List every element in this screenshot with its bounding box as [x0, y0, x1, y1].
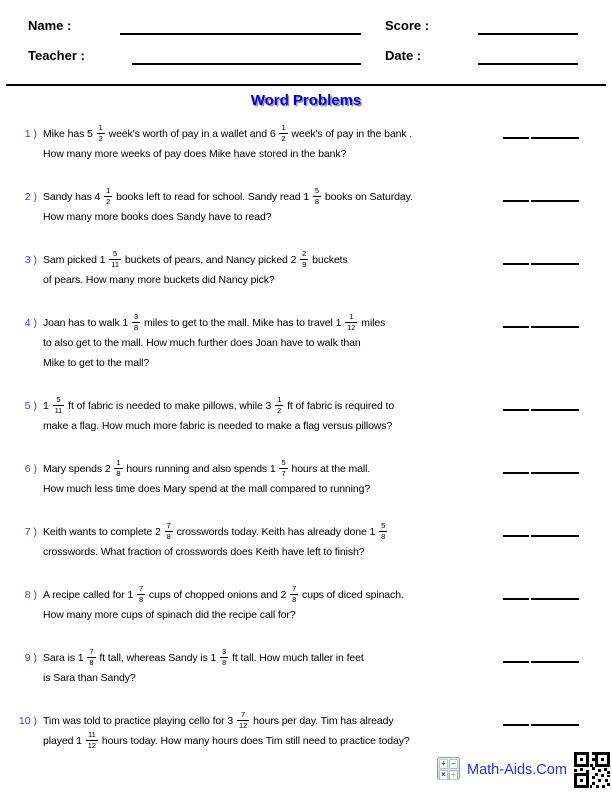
answer-line: [503, 724, 579, 726]
answer-line-segment: [531, 200, 579, 202]
fraction-denominator: 12: [87, 741, 97, 750]
fraction-numerator: 2: [302, 249, 307, 258]
fraction-denominator: 2: [98, 134, 103, 143]
answer-line-segment: [503, 200, 529, 202]
minus-icon: −: [449, 759, 458, 769]
fraction-denominator: 7: [281, 469, 286, 478]
problem-text-line: Sandy has 4 $\frac{1}{2}$ books left to read for school. Sandy read 1 $\frac{5}{8}$ books on Saturday.: [43, 186, 413, 206]
problem-text-line: of pears. How many more buckets did Nancy pick?: [43, 274, 275, 286]
fraction-numerator: 7: [138, 584, 144, 593]
answer-line-segment: [531, 661, 579, 663]
problem-number: 2 ): [24, 191, 37, 203]
problem-text-line: Mike to get to the mall?: [43, 357, 150, 369]
problem-text-line: 1 $\frac{5}{11}$ ft of fabric is needed to make pillows, while 3 $\frac{1}{2}$ ft of fabric is required to: [43, 395, 395, 415]
problem-number: 8 ): [24, 589, 37, 601]
answer-line-segment: [503, 535, 529, 537]
problem-text: [43, 459, 488, 499]
problem-row: [13, 187, 612, 227]
answer-line-segment: [531, 409, 579, 411]
fraction: [220, 648, 228, 667]
problem-row: [13, 250, 612, 290]
fraction: [290, 585, 298, 604]
problem-text: [43, 711, 488, 751]
times-icon: ×: [439, 770, 448, 780]
problem-number: 9 ): [24, 652, 37, 664]
fraction-denominator: 11: [54, 406, 63, 415]
fraction: [109, 250, 121, 269]
problem-row: [13, 711, 612, 751]
problem-number: 5 ): [24, 400, 37, 412]
problem-text: [43, 313, 488, 373]
teacher-fill-in-line: [132, 63, 361, 65]
header-divider: [6, 84, 606, 86]
problem-number: 4 ): [24, 317, 37, 329]
problem-text-line: How many more cups of spinach did the recipe call for?: [43, 609, 296, 621]
answer-line-segment: [503, 409, 529, 411]
problem-text-line: Mary spends 2 $\frac{1}{8}$ hours running and also spends 1 $\frac{5}{7}$ hours at the mall.: [43, 458, 371, 478]
answer-line-segment: [503, 326, 529, 328]
problem-text-line: played 1 $\frac{11}{12}$ hours today. How many hours does Tim still need to practice today?: [43, 730, 410, 750]
name-label: Name :: [28, 18, 72, 33]
fraction: [132, 313, 140, 332]
problem-number: 6 ): [24, 463, 37, 475]
date-fill-in-line: [478, 63, 578, 65]
fraction-numerator: 5: [314, 186, 320, 195]
fraction-denominator: 2: [281, 134, 286, 143]
problem-text-line: How much less time does Mary spend at the mall compared to running?: [43, 483, 371, 495]
problem-text-line: Joan has to walk 1 $\frac{3}{8}$ miles to get to the mall. Mike has to travel 1 $\frac{1}{12}$ miles: [43, 312, 386, 332]
brand-name: Math-Aids.Com: [467, 762, 567, 778]
fraction-numerator: 7: [89, 647, 94, 656]
problem-row: [13, 396, 612, 436]
fraction-numerator: 7: [166, 521, 171, 530]
fraction: [300, 250, 308, 269]
problem-text-line: to also get to the mall. How much further does Joan have to walk than: [43, 337, 361, 349]
problem-row: [13, 313, 612, 373]
answer-line-segment: [503, 661, 529, 663]
answer-line: [503, 409, 579, 411]
problem-text: [43, 522, 488, 562]
qr-code-icon: [574, 752, 610, 788]
fraction-numerator: 5: [381, 521, 386, 530]
answer-line-segment: [531, 263, 579, 265]
teacher-label: Teacher :: [28, 48, 85, 63]
fraction-numerator: 1: [98, 123, 103, 132]
fraction-denominator: 8: [222, 658, 227, 667]
fraction: [53, 396, 65, 415]
answer-line-segment: [531, 535, 579, 537]
plus-icon: +: [439, 759, 448, 769]
answer-line-segment: [531, 472, 579, 474]
problem-text-line: Mike has 5 $\frac{1}{2}$ week's worth of pay in a wallet and 6 $\frac{1}{2}$ week's of pay in the bank .: [43, 123, 413, 143]
answer-line-segment: [503, 724, 529, 726]
divide-icon: ÷: [449, 770, 458, 780]
answer-line-segment: [503, 472, 529, 474]
problem-text-line: Sam picked 1 $\frac{5}{11}$ buckets of pears, and Nancy picked 2 $\frac{2}{9}$ buckets: [43, 249, 348, 269]
problem-text: [43, 187, 488, 227]
problem-text: [43, 396, 488, 436]
fraction-numerator: 3: [134, 312, 139, 321]
fraction-numerator: 1: [116, 458, 121, 467]
fraction-numerator: 1: [349, 312, 354, 321]
problem-row: [13, 124, 612, 164]
fraction: [87, 648, 95, 667]
fraction-denominator: 8: [292, 595, 297, 604]
problems-list: [13, 124, 612, 774]
problem-text-line: make a flag. How much more fabric is needed to make a flag versus pillows?: [43, 420, 393, 432]
fraction-denominator: 2: [106, 197, 111, 206]
problem-number: 10 ): [18, 715, 37, 727]
answer-line: [503, 472, 579, 474]
fraction-numerator: 5: [56, 395, 61, 404]
answer-line-segment: [531, 137, 579, 139]
problem-text-line: A recipe called for 1 $\frac{7}{8}$ cups of chopped onions and 2 $\frac{7}{8}$ cups of diced spinach.: [43, 584, 404, 604]
fraction-numerator: 1: [106, 186, 111, 195]
date-label: Date :: [385, 48, 422, 63]
answer-line-segment: [503, 263, 529, 265]
answer-line-segment: [531, 598, 579, 600]
problem-text: [43, 648, 488, 688]
fraction-denominator: 8: [381, 532, 386, 541]
answer-line: [503, 263, 579, 265]
math-aids-logo-icon: [437, 757, 460, 780]
problem-text-line: Keith wants to complete 2 $\frac{7}{8}$ crosswords today. Keith has already done 1 $\frac{5}{8}$: [43, 521, 386, 541]
answer-line-segment: [531, 724, 579, 726]
problem-row: [13, 648, 612, 688]
score-label: Score :: [385, 18, 430, 33]
answer-line-segment: [503, 137, 529, 139]
fraction-denominator: 11: [111, 260, 120, 269]
answer-line: [503, 200, 579, 202]
problem-text-line: Sara is 1 $\frac{7}{8}$ ft tall, whereas Sandy is 1 $\frac{3}{8}$ ft tall. How much taller in feet: [43, 647, 364, 667]
fraction: [237, 711, 249, 730]
answer-line-segment: [531, 326, 579, 328]
problem-text-line: Tim was told to practice playing cello for 3 $\frac{7}{12}$ hours per day. Tim has already: [43, 710, 394, 730]
problem-row: [13, 459, 612, 499]
fraction-denominator: 8: [134, 323, 139, 332]
answer-line: [503, 137, 579, 139]
fraction: [137, 585, 145, 604]
answer-line: [503, 598, 579, 600]
problem-row: [13, 585, 612, 625]
fraction: [379, 522, 387, 541]
score-fill-in-line: [478, 33, 578, 35]
fraction: [279, 124, 287, 143]
fraction-denominator: 12: [347, 323, 356, 332]
answer-line-segment: [503, 598, 529, 600]
answer-line: [503, 661, 579, 663]
problem-text-line: crosswords. What fraction of crosswords does Keith have left to finish?: [43, 546, 365, 558]
fraction: [165, 522, 173, 541]
fraction: [97, 124, 105, 143]
problem-text-line: is Sara than Sandy?: [43, 672, 136, 684]
fraction-numerator: 1: [277, 395, 282, 404]
fraction-denominator: 8: [138, 595, 144, 604]
fraction-numerator: 1: [281, 123, 286, 132]
fraction: [313, 187, 321, 206]
fraction-denominator: 2: [277, 406, 282, 415]
problem-text-line: How many more books does Sandy have to read?: [43, 211, 272, 223]
fraction: [345, 313, 357, 332]
fraction-denominator: 9: [302, 260, 307, 269]
fraction-denominator: 8: [166, 532, 171, 541]
answer-line: [503, 326, 579, 328]
problem-number: 1 ): [24, 128, 37, 140]
problem-number: 7 ): [24, 526, 37, 538]
problem-number: 3 ): [24, 254, 37, 266]
answer-line: [503, 535, 579, 537]
fraction-numerator: 5: [281, 458, 286, 467]
fraction-numerator: 3: [222, 647, 227, 656]
fraction-denominator: 12: [238, 721, 248, 730]
fraction: [104, 187, 112, 206]
fraction-numerator: 5: [113, 249, 118, 258]
problem-text: [43, 124, 488, 164]
problem-text: [43, 250, 488, 290]
name-fill-in-line: [120, 33, 361, 35]
fraction-numerator: 7: [241, 710, 246, 719]
page-title: Word Problems: [250, 92, 362, 109]
fraction: [275, 396, 283, 415]
fraction-numerator: 7: [292, 584, 297, 593]
fraction-numerator: 11: [87, 730, 96, 739]
fraction: [279, 459, 287, 478]
fraction: [86, 731, 98, 750]
fraction-denominator: 8: [89, 658, 94, 667]
fraction-denominator: 8: [314, 197, 320, 206]
problem-text-line: How many more weeks of pay does Mike have stored in the bank?: [43, 148, 347, 160]
fraction: [114, 459, 122, 478]
problem-text: [43, 585, 488, 625]
problem-row: [13, 522, 612, 562]
fraction-denominator: 8: [116, 469, 121, 478]
